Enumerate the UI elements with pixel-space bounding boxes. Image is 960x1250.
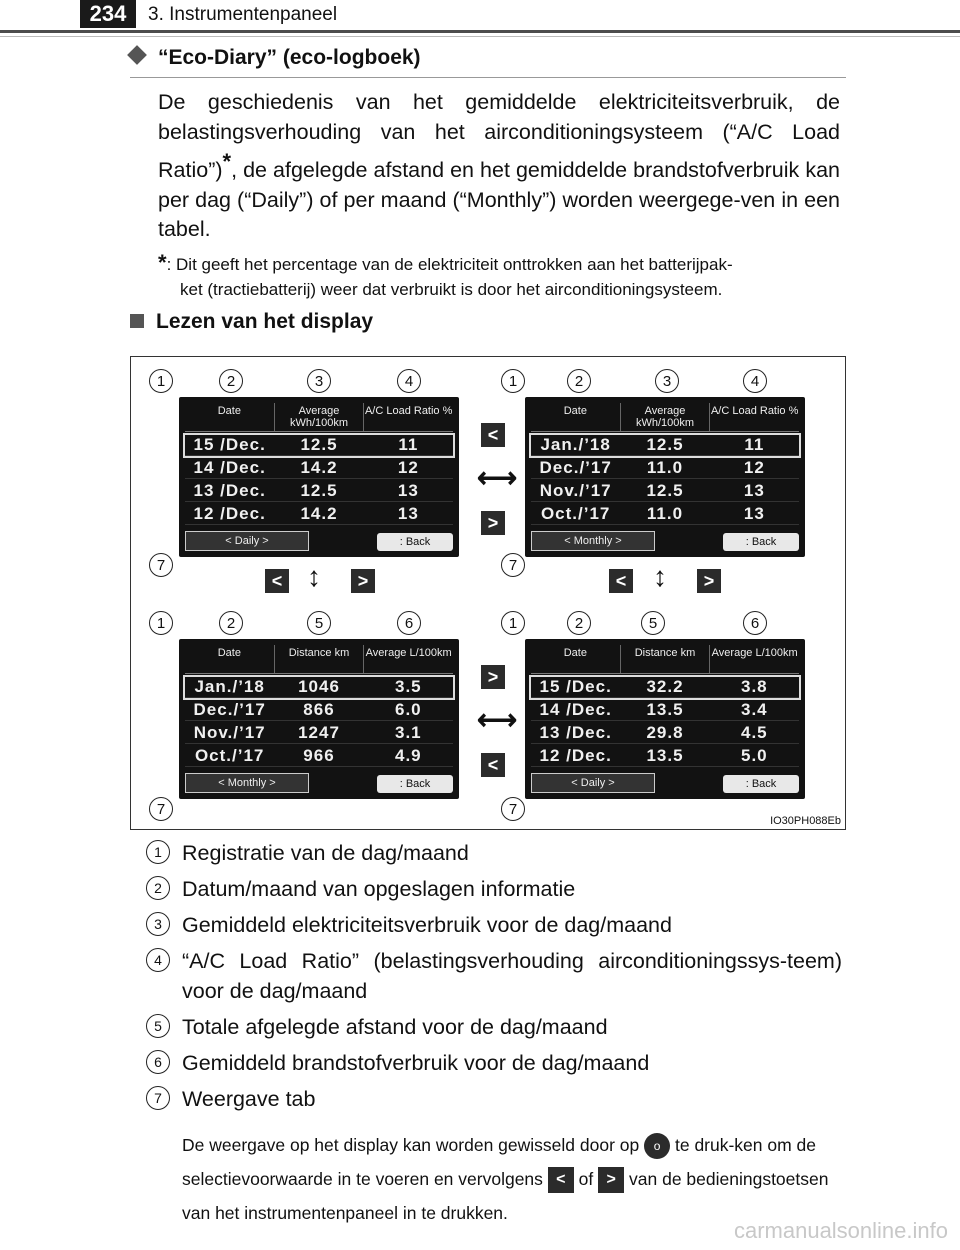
- screen-row: [531, 481, 799, 502]
- legend-item-7: [146, 1084, 846, 1114]
- screen-cell: 11: [398, 435, 419, 454]
- display-tab: < Daily >: [185, 531, 309, 551]
- note-text-3: of: [578, 1169, 594, 1189]
- screen-header: [185, 645, 453, 674]
- header-rule-thin: [0, 36, 960, 37]
- legend-text: Totale afgelegde afstand voor de dag/maand: [182, 1015, 608, 1039]
- watermark: carmanualsonline.info: [733, 1218, 948, 1243]
- screen-cell: 14.2: [300, 504, 338, 523]
- chevron-left-icon: <: [609, 569, 633, 593]
- callout-2: 2: [567, 369, 591, 393]
- screen-header-cell: Date: [531, 403, 621, 431]
- screen-row: [531, 435, 799, 456]
- screen-cell: 12: [397, 458, 419, 477]
- screen-row: [185, 723, 453, 744]
- legend-item-3: [146, 910, 846, 940]
- callout-2: 2: [219, 611, 243, 635]
- intro-text-rest: , de afgelegde afstand en het gemiddelde brandstofverbruik kan per dag (“Daily”) of per maand (“Monthly”) worden weergege-ven in een tabel.: [158, 158, 840, 242]
- screen-cell: 12.5: [646, 481, 684, 500]
- intro-paragraph: [158, 88, 840, 245]
- screen-row: [185, 700, 453, 721]
- screen-cell: 966: [303, 746, 335, 765]
- back-button: : Back: [723, 533, 799, 551]
- screen-cell: 12.5: [300, 435, 338, 454]
- back-button: : Back: [377, 533, 453, 551]
- legend-item-4: [146, 946, 846, 1006]
- screen-header-cell: A/C Load Ratio %: [710, 405, 799, 417]
- screen-cell: 3.1: [395, 723, 422, 742]
- chevron-left-icon: <: [481, 423, 505, 447]
- screen-cell: 13.5: [646, 746, 684, 765]
- vertical-swap-icon: ↕: [653, 561, 667, 592]
- callout-3: 3: [307, 369, 331, 393]
- screen-cell: Jan./’18: [540, 435, 611, 454]
- screen-header-cell: Average L/100km: [711, 647, 798, 659]
- screen-cell: 13: [743, 481, 765, 500]
- legend-number: 7: [146, 1086, 170, 1110]
- ok-button-icon: o: [644, 1133, 670, 1159]
- legend-number: 4: [146, 948, 170, 972]
- screen-cell: Nov./’17: [539, 481, 612, 500]
- intro-text: De geschiedenis van het gemiddelde elektriciteitsverbruik, de belastingsverhouding van het airconditioningsysteem (“A/C Load Ratio”): [158, 90, 840, 183]
- screen-row: [531, 700, 799, 721]
- screen-monthly-fuel: [179, 639, 459, 799]
- screen-cell: 29.8: [646, 723, 684, 742]
- screen-cell: 13.5: [646, 700, 684, 719]
- screen-cell: 11.0: [646, 504, 684, 523]
- screen-cell: 14.2: [300, 458, 338, 477]
- vertical-swap-icon: ↕: [307, 561, 321, 592]
- callout-7: 7: [149, 553, 173, 577]
- heading-rule: [130, 77, 846, 78]
- screen-header: [531, 403, 799, 432]
- screen-cell: 12.5: [646, 435, 684, 454]
- screen-header-cell: Distance km: [275, 645, 365, 673]
- display-figure: [130, 356, 846, 830]
- screen-row: [185, 746, 453, 767]
- legend-number: 5: [146, 1014, 170, 1038]
- callout-4: 4: [397, 369, 421, 393]
- legend-text: Registratie van de dag/maand: [182, 841, 469, 865]
- display-tab: < Monthly >: [531, 531, 655, 551]
- chevron-right-icon: >: [351, 569, 375, 593]
- chevron-right-icon: >: [598, 1167, 624, 1193]
- callout-1: 1: [501, 611, 525, 635]
- screen-header-cell: Date: [531, 645, 621, 673]
- screen-cell: 3.8: [741, 677, 768, 696]
- back-button: : Back: [723, 775, 799, 793]
- section-title: 3. Instrumentenpaneel: [148, 4, 338, 25]
- screen-cell: 14 /Dec.: [193, 458, 266, 477]
- screen-cell: 13: [397, 481, 419, 500]
- screen-cell: 3.4: [741, 700, 768, 719]
- screen-row: [531, 723, 799, 744]
- legend-item-1: [146, 838, 846, 868]
- chevron-left-icon: <: [481, 753, 505, 777]
- screen-cell: 11: [744, 435, 765, 454]
- screen-cell: 4.9: [395, 746, 422, 765]
- screen-header: [531, 645, 799, 674]
- back-button: : Back: [377, 775, 453, 793]
- footnote: [158, 250, 840, 302]
- callout-2: 2: [219, 369, 243, 393]
- callout-7: 7: [501, 797, 525, 821]
- legend-text: Gemiddeld elektriciteitsverbruik voor de dag/maand: [182, 913, 672, 937]
- callout-6: 6: [743, 611, 767, 635]
- screen-header-cell: Average kWh/100km: [621, 403, 711, 431]
- legend-text: Weergave tab: [182, 1087, 316, 1111]
- legend-number: 1: [146, 840, 170, 864]
- screen-cell: 12.5: [300, 481, 338, 500]
- screen-cell: 11.0: [646, 458, 684, 477]
- screen-cell: Oct./’17: [194, 746, 265, 765]
- screen-row: [185, 481, 453, 502]
- screen-header-cell: Average L/100km: [365, 647, 452, 659]
- screen-cell: 866: [303, 700, 335, 719]
- screen-cell: Jan./’18: [194, 677, 265, 696]
- chevron-left-icon: <: [548, 1167, 574, 1193]
- callout-1: 1: [501, 369, 525, 393]
- screen-cell: 4.5: [741, 723, 768, 742]
- header-rule: [0, 30, 960, 33]
- screen-cell: 32.2: [646, 677, 684, 696]
- screen-cell: 1247: [298, 723, 340, 742]
- screen-cell: Nov./’17: [193, 723, 266, 742]
- screen-row: [531, 677, 799, 698]
- screen-cell: 12 /Dec.: [193, 504, 266, 523]
- screen-header: [185, 403, 453, 432]
- horizontal-swap-icon: ⟷: [477, 462, 518, 493]
- screen-header-cell: Average kWh/100km: [275, 403, 365, 431]
- screen-cell: 15 /Dec.: [539, 677, 612, 696]
- screen-cell: 15 /Dec.: [193, 435, 266, 454]
- screen-cell: Dec./’17: [193, 700, 266, 719]
- screen-cell: 6.0: [395, 700, 422, 719]
- chevron-right-icon: >: [481, 665, 505, 689]
- section-heading-text: “Eco-Diary” (eco-logboek): [158, 46, 421, 69]
- diamond-icon: [127, 45, 147, 65]
- legend-text: Gemiddeld brandstofverbruik voor de dag/maand: [182, 1051, 650, 1075]
- screen-header-cell: Date: [185, 403, 275, 431]
- screen-row: [185, 435, 453, 456]
- display-tab: < Daily >: [531, 773, 655, 793]
- legend-text: “A/C Load Ratio” (belastingsverhouding airconditioningssys-teem) voor de dag/maand: [182, 949, 842, 1003]
- subsection-heading: [130, 310, 373, 334]
- legend-number: 3: [146, 912, 170, 936]
- callout-7: 7: [501, 553, 525, 577]
- screen-row: [531, 746, 799, 767]
- legend-number: 6: [146, 1050, 170, 1074]
- screen-row: [185, 504, 453, 525]
- note-paragraph: [182, 1128, 842, 1230]
- display-tab: < Monthly >: [185, 773, 309, 793]
- screen-cell: Dec./’17: [539, 458, 612, 477]
- footnote-asterisk: *: [158, 250, 167, 275]
- legend-item-5: [146, 1012, 846, 1042]
- legend-item-2: [146, 874, 846, 904]
- screen-cell: Oct./’17: [540, 504, 611, 523]
- chevron-right-icon: >: [697, 569, 721, 593]
- legend-text: Datum/maand van opgeslagen informatie: [182, 877, 576, 901]
- callout-5: 5: [307, 611, 331, 635]
- legend-number: 2: [146, 876, 170, 900]
- screen-header-cell: Distance km: [621, 645, 711, 673]
- screen-monthly-electric: [525, 397, 805, 557]
- asterisk-mark: *: [222, 149, 232, 174]
- callout-3: 3: [655, 369, 679, 393]
- page-number: 234: [80, 0, 136, 28]
- screen-cell: 13 /Dec.: [539, 723, 612, 742]
- screen-row: [531, 504, 799, 525]
- chevron-right-icon: >: [481, 511, 505, 535]
- screen-cell: 12 /Dec.: [539, 746, 612, 765]
- screen-cell: 14 /Dec.: [539, 700, 612, 719]
- callout-4: 4: [743, 369, 767, 393]
- screen-cell: 13 /Dec.: [193, 481, 266, 500]
- square-bullet-icon: [130, 314, 144, 328]
- callout-6: 6: [397, 611, 421, 635]
- legend-item-6: [146, 1048, 846, 1078]
- screen-cell: 3.5: [395, 677, 422, 696]
- footnote-text: : Dit geeft het percentage van de elektriciteit onttrokken aan het batterijpak-: [166, 255, 733, 274]
- footnote-text-2: ket (tractiebatterij) weer dat verbruikt is door het airconditioningsysteem.: [180, 280, 723, 299]
- callout-1: 1: [149, 611, 173, 635]
- screen-cell: 5.0: [741, 746, 768, 765]
- note-text-4: van de bedieningstoetsen van het instrumentenpaneel in te drukken.: [182, 1169, 829, 1223]
- horizontal-swap-icon: ⟷: [477, 704, 518, 735]
- screen-cell: 1046: [298, 677, 340, 696]
- screen-header-cell: Date: [185, 645, 275, 673]
- screen-cell: 12: [743, 458, 765, 477]
- section-heading: [130, 46, 421, 70]
- callout-2: 2: [567, 611, 591, 635]
- subsection-heading-text: Lezen van het display: [156, 310, 374, 333]
- screen-row: [531, 458, 799, 479]
- screen-cell: 13: [397, 504, 419, 523]
- note-text-2: te druk-ken om de selectievoorwaarde in te voeren en vervolgens: [182, 1135, 817, 1189]
- screen-daily-electric: [179, 397, 459, 557]
- note-text-1: De weergave op het display kan worden gewisseld door op: [182, 1135, 640, 1155]
- screen-cell: 13: [743, 504, 765, 523]
- callout-7: 7: [149, 797, 173, 821]
- screen-row: [185, 677, 453, 698]
- callout-5: 5: [641, 611, 665, 635]
- callout-1: 1: [149, 369, 173, 393]
- screen-header-cell: A/C Load Ratio %: [364, 405, 453, 417]
- screen-daily-fuel: [525, 639, 805, 799]
- figure-code: IO30PH088Eb: [770, 815, 841, 827]
- chevron-left-icon: <: [265, 569, 289, 593]
- screen-row: [185, 458, 453, 479]
